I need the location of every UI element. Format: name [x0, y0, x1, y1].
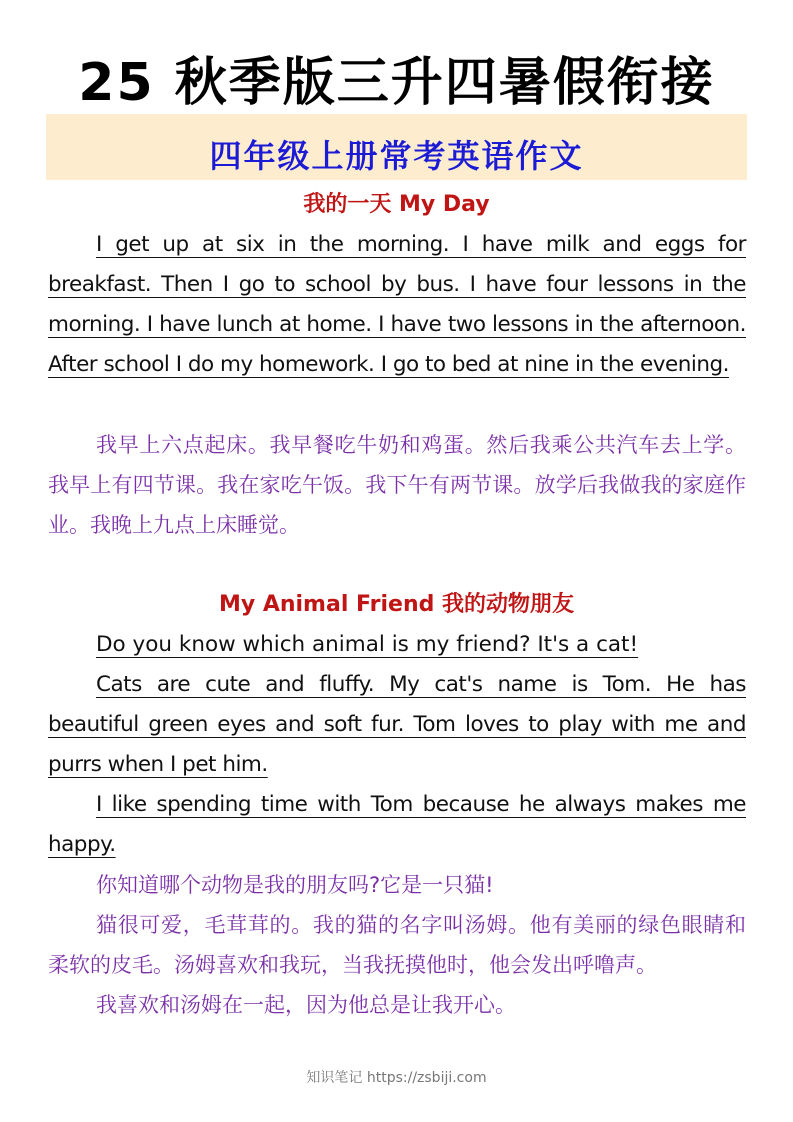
page-title: 25 秋季版三升四暑假衔接	[78, 53, 715, 113]
essay2-english-paragraph-2: Cats are cute and fluffy. My cat's name is Tom. He has beautiful green eyes and soft fur. Tom loves to play with me and purrs when I pet him.	[48, 672, 746, 777]
essay2-english-paragraph-1: Do you know which animal is my friend? It's a cat!	[96, 632, 639, 657]
essay2-chinese-paragraph-2: 猫很可爱，毛茸茸的。我的猫的名字叫汤姆。他有美丽的绿色眼睛和柔软的皮毛。汤姆喜欢和我玩，当我抚摸他时，他会发出呼噜声。	[48, 913, 746, 977]
essay2-heading: My Animal Friend 我的动物朋友	[218, 592, 575, 617]
essay2-english-paragraph-3: I like spending time with Tom because he always makes me happy.	[48, 792, 746, 857]
essay1-english-paragraph: I get up at six in the morning. I have milk and eggs for breakfast. Then I go to school by bus. I have four lessons in the morning. I have lunch at home. I have two lessons in the afternoon. After school I do my homework. I go to bed at nine in the evening.	[48, 232, 746, 377]
essay1-chinese	[48, 425, 746, 545]
essay1-chinese-paragraph: 我早上六点起床。我早餐吃牛奶和鸡蛋。然后我乘公共汽车去上学。我早上有四节课。我在家吃午饭。我下午有两节课。放学后我做我的家庭作业。我晚上九点上床睡觉。	[48, 433, 746, 537]
essay1-english	[48, 225, 746, 385]
subtitle-banner-text: 四年级上册常考英语作文	[209, 137, 584, 175]
essay2-chinese-paragraph-1: 你知道哪个动物是我的朋友吗?它是一只猫!	[96, 873, 494, 897]
essay2-chinese-paragraph-3: 我喜欢和汤姆在一起，因为他总是让我开心。	[96, 993, 516, 1017]
essay1-heading: 我的一天 My Day	[303, 192, 490, 217]
footer-source: 知识笔记 https://zsbiji.com	[306, 1070, 487, 1086]
essay2-english	[48, 625, 746, 865]
essay2-chinese	[48, 865, 746, 1025]
